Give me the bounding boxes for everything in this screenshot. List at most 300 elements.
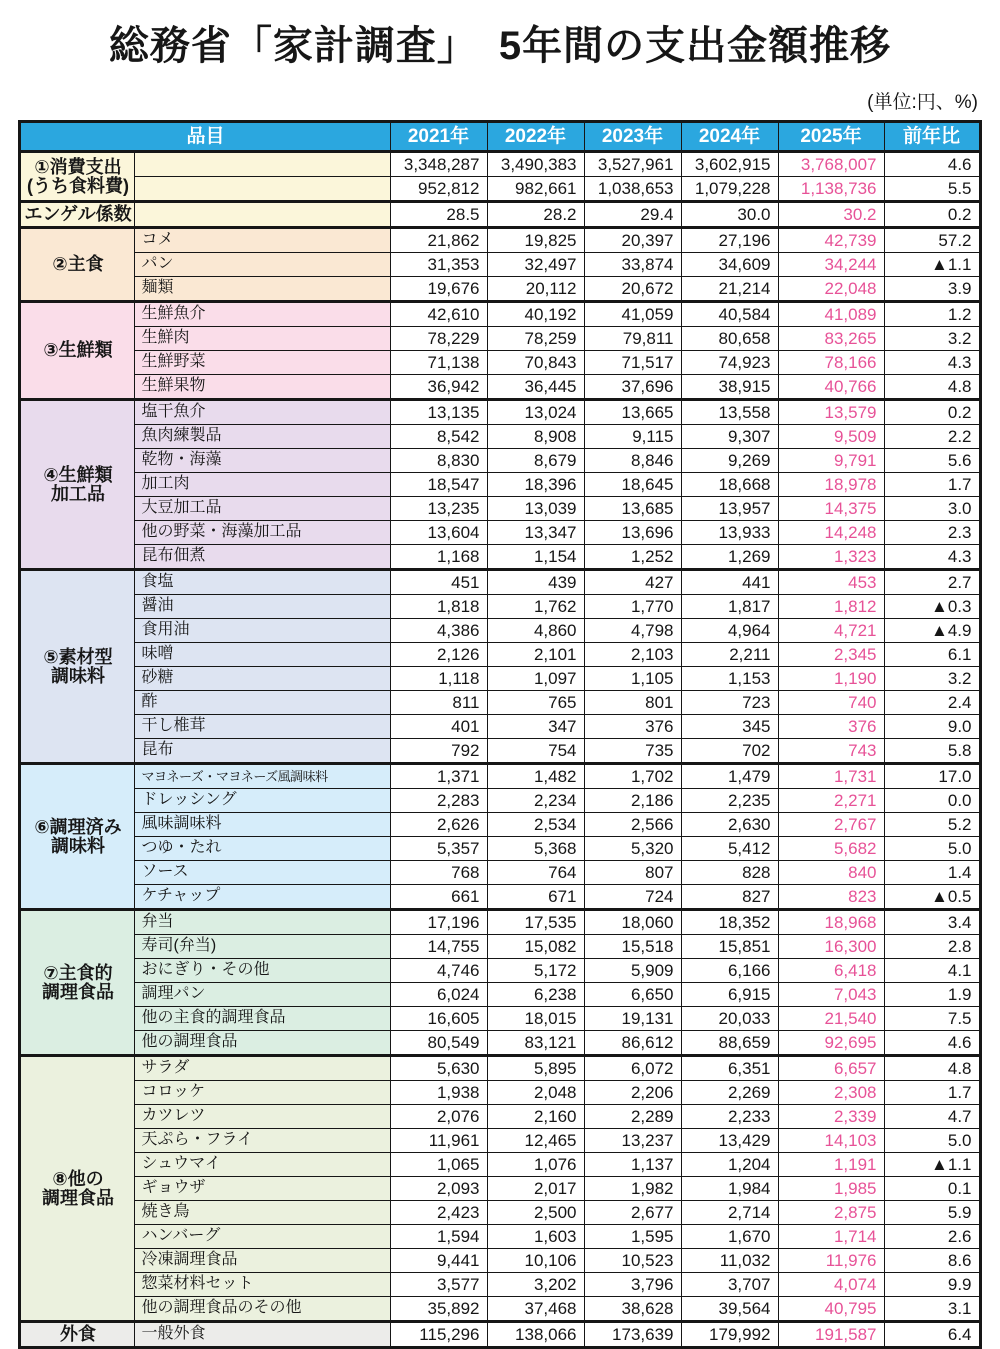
value-2024年: 2,211 xyxy=(681,643,778,667)
table-row xyxy=(20,497,980,521)
yoy-value: 1.9 xyxy=(884,983,980,1007)
value-2024年: 15,851 xyxy=(681,935,778,959)
item-label: 他の調理食品のその他 xyxy=(135,1297,390,1322)
value-2023年: 3,527,961 xyxy=(584,152,681,177)
table-row xyxy=(20,1007,980,1031)
unit-note: (単位:円、%) xyxy=(867,92,978,113)
item-label: カツレツ xyxy=(135,1105,390,1129)
table-row xyxy=(20,327,980,351)
value-2025年: 3,768,007 xyxy=(778,152,884,177)
item-label: ソース xyxy=(135,861,390,885)
value-2021年: 8,542 xyxy=(390,425,487,449)
table-row xyxy=(20,643,980,667)
yoy-value: 3.4 xyxy=(884,910,980,935)
table-row xyxy=(20,228,980,253)
value-2023年: 86,612 xyxy=(584,1031,681,1056)
yoy-value: 3.0 xyxy=(884,497,980,521)
value-2025年: 83,265 xyxy=(778,327,884,351)
value-2023年: 6,072 xyxy=(584,1056,681,1081)
group-label: ①消費支出 (うち食料費) xyxy=(20,152,135,202)
value-2022年: 12,465 xyxy=(487,1129,584,1153)
yoy-value: 0.0 xyxy=(884,789,980,813)
value-2025年: 823 xyxy=(778,885,884,910)
value-2024年: 2,269 xyxy=(681,1081,778,1105)
yoy-value: 3.1 xyxy=(884,1297,980,1322)
yoy-value: 9.0 xyxy=(884,715,980,739)
yoy-value: 1.2 xyxy=(884,302,980,327)
yoy-value: 5.8 xyxy=(884,739,980,764)
table-row xyxy=(20,351,980,375)
value-2025年: 13,579 xyxy=(778,400,884,425)
value-2023年: 15,518 xyxy=(584,935,681,959)
value-2024年: 6,915 xyxy=(681,983,778,1007)
col-header-前年比: 前年比 xyxy=(884,122,980,152)
value-2023年: 376 xyxy=(584,715,681,739)
value-2023年: 5,909 xyxy=(584,959,681,983)
item-label: 加工肉 xyxy=(135,473,390,497)
item-label: 弁当 xyxy=(135,910,390,935)
value-2022年: 2,500 xyxy=(487,1201,584,1225)
value-2024年: 13,933 xyxy=(681,521,778,545)
value-2023年: 4,798 xyxy=(584,619,681,643)
table-row xyxy=(20,885,980,910)
item-label: 大豆加工品 xyxy=(135,497,390,521)
value-2021年: 1,065 xyxy=(390,1153,487,1177)
table-row xyxy=(20,277,980,302)
value-2021年: 13,604 xyxy=(390,521,487,545)
value-2021年: 4,746 xyxy=(390,959,487,983)
value-2025年: 840 xyxy=(778,861,884,885)
item-label: 魚肉練製品 xyxy=(135,425,390,449)
item-label: ハンバーグ xyxy=(135,1225,390,1249)
value-2021年: 28.5 xyxy=(390,202,487,228)
page-title: 総務省「家計調査」 5年間の支出金額推移 xyxy=(108,24,892,68)
table-row xyxy=(20,400,980,425)
yoy-value: ▲0.3 xyxy=(884,595,980,619)
value-2021年: 5,357 xyxy=(390,837,487,861)
item-label: おにぎり・その他 xyxy=(135,959,390,983)
table-header-row xyxy=(20,122,980,152)
table-row xyxy=(20,253,980,277)
item-label: 寿司(弁当) xyxy=(135,935,390,959)
value-2025年: 743 xyxy=(778,739,884,764)
value-2023年: 3,796 xyxy=(584,1273,681,1297)
value-2024年: 1,817 xyxy=(681,595,778,619)
yoy-value: 2.8 xyxy=(884,935,980,959)
value-2022年: 5,368 xyxy=(487,837,584,861)
item-label: 調理パン xyxy=(135,983,390,1007)
value-2021年: 13,135 xyxy=(390,400,487,425)
value-2024年: 13,957 xyxy=(681,497,778,521)
value-2021年: 14,755 xyxy=(390,935,487,959)
item-label: ギョウザ xyxy=(135,1177,390,1201)
table-body xyxy=(20,152,980,1348)
value-2024年: 345 xyxy=(681,715,778,739)
table-row xyxy=(20,739,980,764)
table-row xyxy=(20,1273,980,1297)
group-label: ④生鮮類 加工品 xyxy=(20,400,135,570)
value-2021年: 661 xyxy=(390,885,487,910)
table-row xyxy=(20,202,980,228)
item-label: マヨネーズ・マヨネーズ風調味料 xyxy=(135,764,390,789)
value-2022年: 13,039 xyxy=(487,497,584,521)
value-2022年: 3,202 xyxy=(487,1273,584,1297)
value-2025年: 14,375 xyxy=(778,497,884,521)
item-label: サラダ xyxy=(135,1056,390,1081)
item-label: 酢 xyxy=(135,691,390,715)
value-2024年: 9,307 xyxy=(681,425,778,449)
value-2021年: 115,296 xyxy=(390,1322,487,1348)
value-2025年: 453 xyxy=(778,570,884,595)
value-2024年: 13,558 xyxy=(681,400,778,425)
value-2024年: 2,630 xyxy=(681,813,778,837)
item-label: コメ xyxy=(135,228,390,253)
value-2024年: 88,659 xyxy=(681,1031,778,1056)
value-2022年: 78,259 xyxy=(487,327,584,351)
table-row xyxy=(20,449,980,473)
value-2022年: 1,482 xyxy=(487,764,584,789)
col-header-2023年: 2023年 xyxy=(584,122,681,152)
item-label: 他の主食的調理食品 xyxy=(135,1007,390,1031)
value-2022年: 138,066 xyxy=(487,1322,584,1348)
value-2023年: 1,982 xyxy=(584,1177,681,1201)
yoy-value: 7.5 xyxy=(884,1007,980,1031)
item-label: 砂糖 xyxy=(135,667,390,691)
item-label: 塩干魚介 xyxy=(135,400,390,425)
value-2022年: 13,024 xyxy=(487,400,584,425)
table-row xyxy=(20,959,980,983)
item-label: 生鮮魚介 xyxy=(135,302,390,327)
value-2021年: 9,441 xyxy=(390,1249,487,1273)
yoy-value: 4.8 xyxy=(884,375,980,400)
value-2025年: 1,985 xyxy=(778,1177,884,1201)
value-2024年: 40,584 xyxy=(681,302,778,327)
yoy-value: 6.1 xyxy=(884,643,980,667)
value-2021年: 80,549 xyxy=(390,1031,487,1056)
value-2024年: 441 xyxy=(681,570,778,595)
value-2023年: 20,397 xyxy=(584,228,681,253)
value-2025年: 1,714 xyxy=(778,1225,884,1249)
value-2025年: 18,968 xyxy=(778,910,884,935)
col-header-2021年: 2021年 xyxy=(390,122,487,152)
yoy-value: 1.7 xyxy=(884,1081,980,1105)
table-row xyxy=(20,1056,980,1081)
value-2023年: 13,696 xyxy=(584,521,681,545)
value-2022年: 754 xyxy=(487,739,584,764)
table-row xyxy=(20,837,980,861)
value-2023年: 2,289 xyxy=(584,1105,681,1129)
value-2022年: 19,825 xyxy=(487,228,584,253)
value-2021年: 952,812 xyxy=(390,177,487,202)
value-2025年: 2,308 xyxy=(778,1081,884,1105)
value-2022年: 70,843 xyxy=(487,351,584,375)
item-label: 麺類 xyxy=(135,277,390,302)
value-2023年: 2,103 xyxy=(584,643,681,667)
item-label: シュウマイ xyxy=(135,1153,390,1177)
value-2022年: 347 xyxy=(487,715,584,739)
value-2021年: 36,942 xyxy=(390,375,487,400)
value-2025年: 740 xyxy=(778,691,884,715)
table-row xyxy=(20,813,980,837)
value-2022年: 1,762 xyxy=(487,595,584,619)
value-2021年: 2,093 xyxy=(390,1177,487,1201)
value-2025年: 4,074 xyxy=(778,1273,884,1297)
group-label: エンゲル係数 xyxy=(20,202,135,228)
group-label: ③生鮮類 xyxy=(20,302,135,400)
value-2025年: 7,043 xyxy=(778,983,884,1007)
value-2023年: 1,105 xyxy=(584,667,681,691)
table-row xyxy=(20,425,980,449)
value-2024年: 27,196 xyxy=(681,228,778,253)
value-2022年: 2,048 xyxy=(487,1081,584,1105)
value-2022年: 439 xyxy=(487,570,584,595)
yoy-value: 4.6 xyxy=(884,152,980,177)
value-2023年: 38,628 xyxy=(584,1297,681,1322)
value-2024年: 30.0 xyxy=(681,202,778,228)
value-2022年: 20,112 xyxy=(487,277,584,302)
value-2024年: 9,269 xyxy=(681,449,778,473)
value-2024年: 21,214 xyxy=(681,277,778,302)
value-2021年: 2,283 xyxy=(390,789,487,813)
value-2023年: 5,320 xyxy=(584,837,681,861)
value-2025年: 2,339 xyxy=(778,1105,884,1129)
group-label: ②主食 xyxy=(20,228,135,302)
value-2025年: 2,767 xyxy=(778,813,884,837)
value-2022年: 1,076 xyxy=(487,1153,584,1177)
yoy-value: 5.0 xyxy=(884,1129,980,1153)
value-2023年: 1,252 xyxy=(584,545,681,570)
value-2022年: 2,160 xyxy=(487,1105,584,1129)
table-row xyxy=(20,545,980,570)
item-label: ケチャップ xyxy=(135,885,390,910)
value-2021年: 6,024 xyxy=(390,983,487,1007)
yoy-value: 5.5 xyxy=(884,177,980,202)
yoy-value: 8.6 xyxy=(884,1249,980,1273)
col-header-2022年: 2022年 xyxy=(487,122,584,152)
group-label: ⑦主食的 調理食品 xyxy=(20,910,135,1056)
value-2024年: 723 xyxy=(681,691,778,715)
table-row xyxy=(20,1297,980,1322)
yoy-value: 1.4 xyxy=(884,861,980,885)
yoy-value: 2.7 xyxy=(884,570,980,595)
value-2022年: 8,908 xyxy=(487,425,584,449)
table-row xyxy=(20,595,980,619)
value-2024年: 34,609 xyxy=(681,253,778,277)
item-label: 乾物・海藻 xyxy=(135,449,390,473)
value-2022年: 15,082 xyxy=(487,935,584,959)
value-2025年: 42,739 xyxy=(778,228,884,253)
value-2021年: 1,594 xyxy=(390,1225,487,1249)
table-row xyxy=(20,789,980,813)
table-row xyxy=(20,1249,980,1273)
value-2021年: 42,610 xyxy=(390,302,487,327)
value-2021年: 11,961 xyxy=(390,1129,487,1153)
value-2025年: 30.2 xyxy=(778,202,884,228)
value-2025年: 14,248 xyxy=(778,521,884,545)
value-2025年: 1,731 xyxy=(778,764,884,789)
value-2022年: 982,661 xyxy=(487,177,584,202)
value-2021年: 2,626 xyxy=(390,813,487,837)
value-2023年: 1,038,653 xyxy=(584,177,681,202)
item-label: 味噌 xyxy=(135,643,390,667)
yoy-value: ▲1.1 xyxy=(884,253,980,277)
item-label: 焼き鳥 xyxy=(135,1201,390,1225)
value-2023年: 41,059 xyxy=(584,302,681,327)
value-2022年: 671 xyxy=(487,885,584,910)
value-2023年: 79,811 xyxy=(584,327,681,351)
group-label: ⑤素材型 調味料 xyxy=(20,570,135,764)
item-label: 他の野菜・海藻加工品 xyxy=(135,521,390,545)
value-2025年: 2,345 xyxy=(778,643,884,667)
value-2021年: 18,547 xyxy=(390,473,487,497)
yoy-value: 9.9 xyxy=(884,1273,980,1297)
value-2022年: 17,535 xyxy=(487,910,584,935)
item-label: 干し椎茸 xyxy=(135,715,390,739)
value-2023年: 2,186 xyxy=(584,789,681,813)
yoy-value: 17.0 xyxy=(884,764,980,789)
value-2022年: 5,895 xyxy=(487,1056,584,1081)
item-label: 惣菜材料セット xyxy=(135,1273,390,1297)
item-label: 冷凍調理食品 xyxy=(135,1249,390,1273)
value-2023年: 2,566 xyxy=(584,813,681,837)
value-2022年: 6,238 xyxy=(487,983,584,1007)
value-2022年: 4,860 xyxy=(487,619,584,643)
yoy-value: 2.2 xyxy=(884,425,980,449)
value-2023年: 1,595 xyxy=(584,1225,681,1249)
value-2022年: 2,534 xyxy=(487,813,584,837)
value-2024年: 6,351 xyxy=(681,1056,778,1081)
value-2021年: 19,676 xyxy=(390,277,487,302)
value-2025年: 9,791 xyxy=(778,449,884,473)
value-2021年: 401 xyxy=(390,715,487,739)
value-2025年: 41,089 xyxy=(778,302,884,327)
table-row xyxy=(20,667,980,691)
value-2022年: 37,468 xyxy=(487,1297,584,1322)
value-2025年: 40,795 xyxy=(778,1297,884,1322)
value-2023年: 13,237 xyxy=(584,1129,681,1153)
value-2025年: 11,976 xyxy=(778,1249,884,1273)
value-2024年: 1,984 xyxy=(681,1177,778,1201)
value-2023年: 18,645 xyxy=(584,473,681,497)
value-2021年: 1,938 xyxy=(390,1081,487,1105)
yoy-value: 57.2 xyxy=(884,228,980,253)
col-header-item: 品目 xyxy=(20,122,390,152)
value-2023年: 801 xyxy=(584,691,681,715)
value-2022年: 8,679 xyxy=(487,449,584,473)
value-2021年: 31,353 xyxy=(390,253,487,277)
yoy-value: 0.2 xyxy=(884,400,980,425)
value-2023年: 20,672 xyxy=(584,277,681,302)
value-2022年: 36,445 xyxy=(487,375,584,400)
value-2025年: 5,682 xyxy=(778,837,884,861)
value-2024年: 1,269 xyxy=(681,545,778,570)
value-2022年: 1,603 xyxy=(487,1225,584,1249)
value-2021年: 3,348,287 xyxy=(390,152,487,177)
table-row xyxy=(20,764,980,789)
value-2024年: 1,204 xyxy=(681,1153,778,1177)
value-2021年: 71,138 xyxy=(390,351,487,375)
yoy-value: 3.2 xyxy=(884,667,980,691)
item-label: つゆ・たれ xyxy=(135,837,390,861)
value-2025年: 2,271 xyxy=(778,789,884,813)
value-2025年: 34,244 xyxy=(778,253,884,277)
value-2023年: 2,677 xyxy=(584,1201,681,1225)
value-2023年: 735 xyxy=(584,739,681,764)
item-label: 風味調味料 xyxy=(135,813,390,837)
col-header-2025年: 2025年 xyxy=(778,122,884,152)
value-2021年: 8,830 xyxy=(390,449,487,473)
value-2024年: 827 xyxy=(681,885,778,910)
item-label: 天ぷら・フライ xyxy=(135,1129,390,1153)
value-2022年: 2,017 xyxy=(487,1177,584,1201)
yoy-value: 2.6 xyxy=(884,1225,980,1249)
value-2023年: 18,060 xyxy=(584,910,681,935)
value-2021年: 1,371 xyxy=(390,764,487,789)
value-2021年: 3,577 xyxy=(390,1273,487,1297)
value-2023年: 37,696 xyxy=(584,375,681,400)
table-row xyxy=(20,910,980,935)
yoy-value: 3.9 xyxy=(884,277,980,302)
value-2021年: 4,386 xyxy=(390,619,487,643)
value-2023年: 2,206 xyxy=(584,1081,681,1105)
value-2021年: 2,126 xyxy=(390,643,487,667)
value-2022年: 18,015 xyxy=(487,1007,584,1031)
yoy-value: 5.0 xyxy=(884,837,980,861)
value-2022年: 1,097 xyxy=(487,667,584,691)
table-row xyxy=(20,1153,980,1177)
item-label: 醤油 xyxy=(135,595,390,619)
value-2023年: 19,131 xyxy=(584,1007,681,1031)
value-2024年: 3,602,915 xyxy=(681,152,778,177)
value-2024年: 702 xyxy=(681,739,778,764)
value-2022年: 1,154 xyxy=(487,545,584,570)
value-2025年: 1,190 xyxy=(778,667,884,691)
value-2024年: 18,352 xyxy=(681,910,778,935)
value-2025年: 92,695 xyxy=(778,1031,884,1056)
value-2025年: 6,657 xyxy=(778,1056,884,1081)
value-2021年: 2,423 xyxy=(390,1201,487,1225)
item-label xyxy=(135,177,390,202)
value-2025年: 14,103 xyxy=(778,1129,884,1153)
value-2025年: 21,540 xyxy=(778,1007,884,1031)
value-2021年: 1,818 xyxy=(390,595,487,619)
table-row xyxy=(20,715,980,739)
value-2023年: 29.4 xyxy=(584,202,681,228)
yoy-value: 4.1 xyxy=(884,959,980,983)
item-label: 生鮮果物 xyxy=(135,375,390,400)
yoy-value: 4.3 xyxy=(884,545,980,570)
value-2022年: 13,347 xyxy=(487,521,584,545)
value-2024年: 13,429 xyxy=(681,1129,778,1153)
item-label: 昆布佃煮 xyxy=(135,545,390,570)
yoy-value: 5.2 xyxy=(884,813,980,837)
item-label: 生鮮肉 xyxy=(135,327,390,351)
table-row xyxy=(20,1081,980,1105)
table-row xyxy=(20,1225,980,1249)
value-2025年: 1,138,736 xyxy=(778,177,884,202)
value-2021年: 16,605 xyxy=(390,1007,487,1031)
value-2025年: 376 xyxy=(778,715,884,739)
table-row xyxy=(20,935,980,959)
value-2021年: 1,168 xyxy=(390,545,487,570)
value-2025年: 78,166 xyxy=(778,351,884,375)
table-row xyxy=(20,619,980,643)
value-2025年: 1,323 xyxy=(778,545,884,570)
item-label: 食用油 xyxy=(135,619,390,643)
item-label: 昆布 xyxy=(135,739,390,764)
table-row xyxy=(20,1129,980,1153)
table-row xyxy=(20,375,980,400)
